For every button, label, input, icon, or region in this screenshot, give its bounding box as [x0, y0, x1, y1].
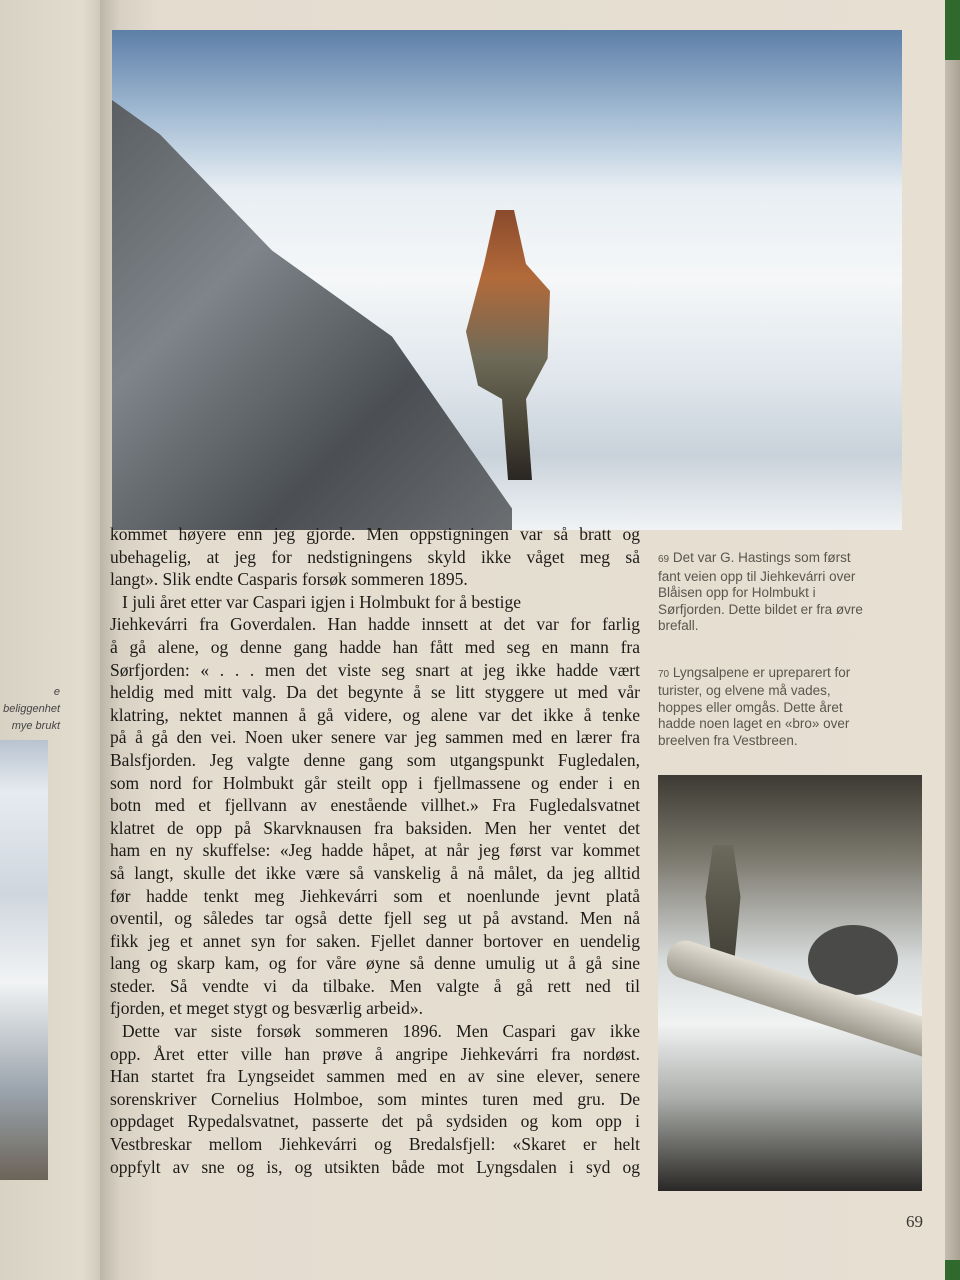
text-line: oppfylt av sne og is, og utsikten både mot Lyngsdalen i syd og	[110, 1156, 640, 1177]
caption-line: Blåisen opp for Holmbukt i	[658, 585, 816, 600]
text-line: klatret de opp på Skarvknausen fra baksiden. Men her ventet det	[110, 817, 640, 838]
text-line: å gå alene, og denne gang hadde han fått med seg en mann fra	[110, 636, 640, 657]
text-line: I juli året etter var Caspari igjen i Holmbukt for å bestige	[122, 591, 521, 612]
text-line: Sørfjorden: « . . . men det viste seg snart at jeg ikke hadde vært	[110, 659, 640, 680]
text-line: ham en ny skuffelse: «Jeg hadde håpet, at når jeg først var kommet	[110, 840, 640, 861]
text-line: Jiehkevárri fra Goverdalen. Han hadde innsett at det var for farlig	[110, 614, 640, 635]
right-page	[100, 0, 945, 1280]
text-line: ubehagelig, at jeg for nedstigningens skyld ikke våget meg så	[110, 546, 640, 567]
text-line: på å gå den vei. Noen uker senere var jeg sammen med en lærer fra	[110, 727, 640, 748]
text-line: botn med et fjellvann av enestående villhet.» Fra Fugledalsvatnet	[110, 795, 640, 816]
text-line: klatring, nektet mannen å gå videre, og alene var det ikke å tenke	[110, 704, 640, 725]
body-text-column	[110, 523, 640, 1178]
left-caption-line: e beliggenhet	[3, 686, 60, 715]
caption-number: 70	[658, 668, 670, 680]
text-line: langt». Slik endte Casparis forsøk sommeren 1895.	[110, 569, 468, 590]
caption-line: hadde noen laget en «bro» over	[658, 716, 850, 731]
text-line: oventil, og således tar også dette fjell seg ut på avstand. Men nå	[110, 908, 640, 929]
left-caption-line: mye brukt	[11, 720, 60, 732]
text-line: Dette var siste forsøk sommeren 1896. Men Caspari gav ikke	[122, 1021, 640, 1042]
text-line: steder. Så vendte vi da tilbake. Men valgte å gå rett ned til	[110, 975, 640, 996]
caption-line: turister, og elvene må vades,	[658, 683, 831, 698]
text-line: Balsfjorden. Jeg valgte denne gang som utgangspunkt Fugledalen,	[110, 749, 640, 770]
caption-69	[658, 550, 908, 635]
text-line: opp. Året etter ville han prøve å angripe Jiehkevárri fra nordøst.	[110, 1043, 640, 1064]
left-page-photo	[0, 740, 48, 1180]
caption-line: fant veien opp til Jiehkevárri over	[658, 568, 856, 584]
caption-line: Sørfjorden. Dette bildet er fra øvre	[658, 601, 863, 617]
text-line: fikk jeg et annet syn for saken. Fjellet danner bortover en uendelig	[110, 930, 640, 951]
text-line: som nord for Holmbukt går steilt opp i fjellmassene og ender i en	[110, 772, 640, 793]
glacier-climber-photo	[112, 30, 902, 530]
text-line: Vestbreskar mellom Jiehkevárri og Bredalsfjell: «Skaret er helt	[110, 1134, 640, 1155]
text-line: så langt, skulle det ikke være så vanskelig å nå målet, da jeg alltid	[110, 862, 640, 883]
caption-number: 69	[658, 554, 670, 565]
text-line: fjorden, et meget stygt og besværlig arbeid».	[110, 998, 423, 1019]
river-crossing-photo	[658, 775, 922, 1191]
caption-line: hoppes eller omgås. Dette året	[658, 699, 843, 715]
text-line: kommet høyere enn jeg gjorde. Men oppstigningen var så bratt og	[110, 524, 640, 544]
rock-face	[112, 100, 512, 530]
caption-70	[658, 665, 908, 750]
caption-line: Det var G. Hastings som først	[672, 550, 851, 565]
caption-line: breelven fra Vestbreen.	[658, 732, 798, 748]
text-line: Han startet fra Lyngseidet sammen med en av sine elever, senere	[110, 1066, 640, 1087]
caption-line: brefall.	[658, 618, 699, 633]
left-page-caption	[0, 684, 60, 735]
text-line: oppdaget Rypedalsvatnet, passerte det på sydsiden og kom opp i	[110, 1111, 640, 1132]
text-line: sorenskriver Cornelius Holmboe, som mintes turen med gru. De	[110, 1088, 640, 1109]
caption-line: Lyngsalpene er upreparert for	[672, 664, 851, 680]
page-number: 69	[906, 1212, 923, 1231]
text-line: før hadde tenkt meg Jiehkevárri som et noenlunde jevnt platå	[110, 885, 640, 906]
text-line: lang og skarp kam, og for våre øyne så denne umulig ut å gå sine	[110, 953, 640, 974]
photo-captions	[658, 550, 908, 779]
text-line: heldig med mitt valg. Da det begynte å se litt styggere ut med vår	[110, 682, 640, 703]
